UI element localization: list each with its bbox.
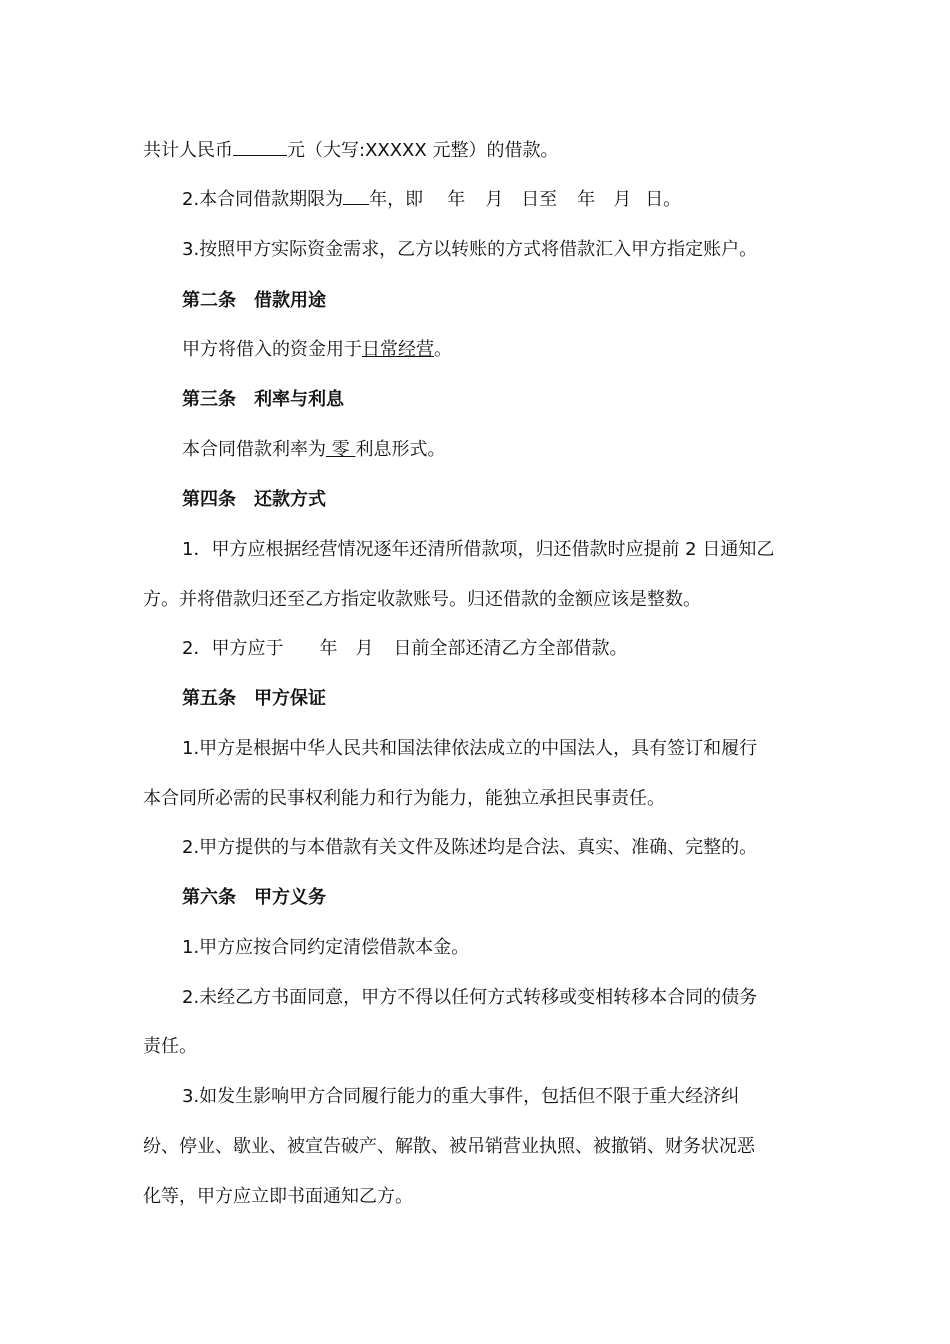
text-start-day: 日至 [521, 189, 558, 210]
text-repay-month: 月 [355, 638, 374, 659]
paragraph-repay-1-line1: 1．甲方应根据经营情况逐年还清所借款项，归还借款时应提前 2 日通知乙 [182, 539, 775, 560]
text-end-year: 年 [577, 189, 596, 210]
text-purpose-value: 日常经营 [362, 339, 434, 360]
text-term-prefix: 2.本合同借款期限为 [182, 189, 344, 210]
paragraph-duty-2-line2: 责任。 [143, 1036, 197, 1057]
article-3-title: 第三条 利率与利息 [182, 389, 344, 410]
paragraph-guarantee-1-line1: 1.甲方是根据中华人民共和国法律依法成立的中国法人，具有签订和履行 [182, 738, 758, 759]
paragraph-repay-2 [0, 637, 950, 661]
text-interest-prefix: 本合同借款利率为 [182, 439, 326, 460]
text-total-suffix: 元（大写:XXXXX 元整）的借款。 [287, 140, 559, 161]
paragraph-duty-3-line3: 化等，甲方应立即书面通知乙方。 [143, 1186, 413, 1207]
paragraph-guarantee-2: 2.甲方提供的与本借款有关文件及陈述均是合法、真实、准确、完整的。 [182, 837, 758, 858]
paragraph-repay-1-line2: 方。并将借款归还至乙方指定收款账号。归还借款的金额应该是整数。 [143, 589, 701, 610]
paragraph-purpose [0, 338, 950, 362]
article-5-title: 第五条 甲方保证 [182, 688, 326, 709]
text-total-prefix: 共计人民币 [143, 140, 233, 161]
paragraph-term [0, 188, 950, 212]
text-repay-suffix: 日前全部还清乙方全部借款。 [393, 638, 628, 659]
text-interest-value: 零 [326, 439, 356, 460]
term-years-blank [343, 188, 369, 205]
text-interest-suffix: 利息形式。 [355, 439, 446, 460]
paragraph-guarantee-1-line2: 本合同所必需的民事权利能力和行为能力，能独立承担民事责任。 [143, 788, 665, 809]
text-start-year: 年 [447, 189, 466, 210]
article-2-title: 第二条 借款用途 [182, 290, 326, 311]
text-term-year-ie: 年，即 [369, 189, 424, 210]
text-purpose-suffix: 。 [434, 339, 452, 360]
paragraph-duty-3-line1: 3.如发生影响甲方合同履行能力的重大事件，包括但不限于重大经济纠 [182, 1086, 740, 1107]
text-end-day: 日。 [645, 189, 682, 210]
paragraph-duty-1: 1.甲方应按合同约定清偿借款本金。 [182, 937, 470, 958]
paragraph-interest [0, 438, 950, 462]
paragraph-total-amount [0, 139, 950, 163]
paragraph-duty-3-line2: 纷、停业、歇业、被宣告破产、解散、被吊销营业执照、被撤销、财务状况恶 [143, 1136, 755, 1157]
paragraph-duty-2-line1: 2.未经乙方书面同意，甲方不得以任何方式转移或变相转移本合同的债务 [182, 987, 758, 1008]
article-4-title: 第四条 还款方式 [182, 489, 326, 510]
text-start-month: 月 [485, 189, 504, 210]
text-end-month: 月 [613, 189, 632, 210]
article-6-title: 第六条 甲方义务 [182, 887, 326, 908]
paragraph-transfer: 3.按照甲方实际资金需求，乙方以转账的方式将借款汇入甲方指定账户。 [182, 239, 758, 260]
text-purpose-prefix: 甲方将借入的资金用于 [182, 339, 362, 360]
text-repay-year: 年 [319, 638, 338, 659]
amount-blank [233, 139, 287, 156]
text-repay-prefix: 2．甲方应于 [182, 638, 284, 659]
